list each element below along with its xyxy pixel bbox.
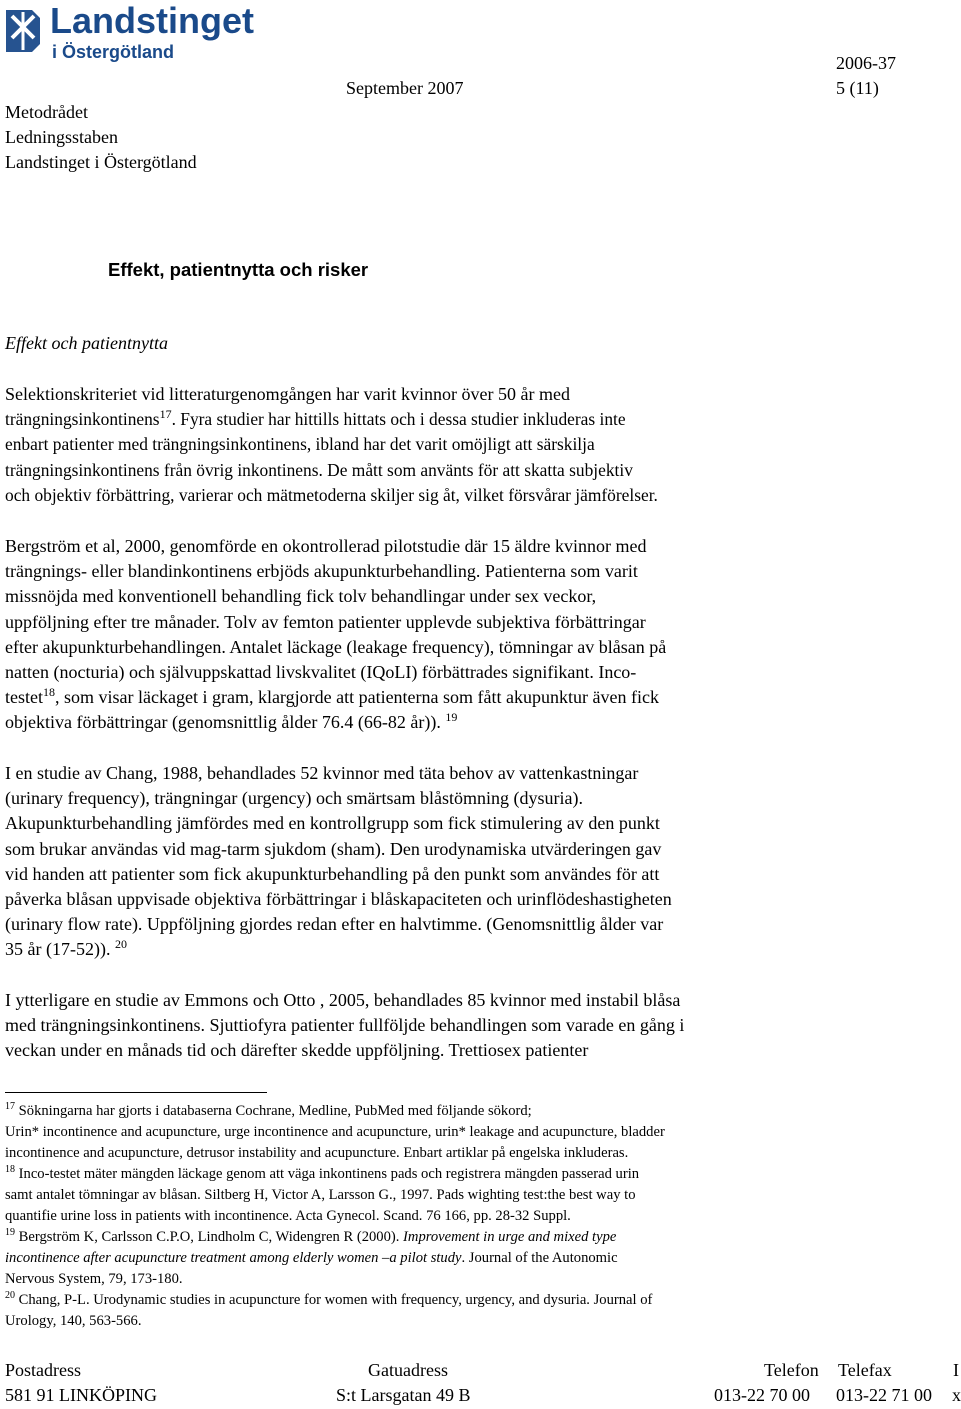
org-line-2: Ledningsstaben: [5, 127, 118, 147]
paragraph-2: [5, 534, 945, 736]
paragraph-1: [5, 382, 945, 508]
footer-postadress-value: 581 91 LINKÖPING: [5, 1385, 157, 1405]
footnote-line: Nervous System, 79, 173-180.: [5, 1271, 183, 1287]
text-line: Bergström et al, 2000, genomförde en okontrollerad pilotstudie där 15 äldre kvinnor med: [5, 536, 647, 556]
footer-telefax-value: 013-22 71 00: [836, 1385, 932, 1405]
text-span: objektiva förbättringar (genomsnittlig ålder 76.4 (66-82 år)).: [5, 712, 441, 733]
text-span-italic: Improvement in urge and mixed type: [403, 1229, 617, 1245]
footnote-number: 19: [5, 1227, 15, 1238]
footnote-ref-20: 20: [114, 937, 127, 952]
footnote-ref-17: 17: [159, 407, 172, 422]
text-span: Sökningarna har gjorts i databaserna Cochrane, Medline, PubMed med följande sökord;: [18, 1103, 532, 1119]
text-span: Bergström K, Carlsson C.P.O, Lindholm C, Widengren R (2000).: [18, 1229, 400, 1245]
text-line: Selektionskriteriet vid litteraturgenomgången har varit kvinnor över 50 år med: [5, 384, 571, 404]
header-date: September 2007: [346, 78, 464, 98]
footnote-line: incontinence and acupuncture, detrusor instability and acupuncture. Enbart artiklar på engelska inkluderas.: [5, 1145, 629, 1161]
text-line: och objektiv förbättring, varierar och mätmetoderna skiljer sig åt, vilket försvårar jämförelser.: [5, 484, 658, 505]
text-line: [5, 710, 945, 735]
footnote-line: Urology, 140, 563-566.: [5, 1313, 142, 1329]
footnote-line: [5, 1248, 945, 1269]
footer-cut-value: x: [952, 1385, 961, 1405]
text-span: 35 år (17-52)).: [5, 939, 111, 960]
footnote-line: [5, 1290, 945, 1311]
footer-gatuadress-value: S:t Larsgatan 49 B: [336, 1385, 471, 1405]
text-line: med trängningsinkontinens. Sjuttiofyra patienter fullföljde behandlingen som varade en gång i: [5, 1015, 685, 1036]
text-line: (urinary flow rate). Uppföljning gjordes redan efter en halvtimme. (Genomsnittlig ålder var: [5, 914, 664, 935]
text-line: [5, 937, 945, 962]
subheading: Effekt och patientnytta: [5, 333, 168, 353]
text-line: I en studie av Chang, 1988, behandlades 52 kvinnor med täta behov av vattenkastningar: [5, 763, 639, 783]
text-span: Chang, P-L. Urodynamic studies in acupuncture for women with frequency, urgency, and dysuria. Journal of: [18, 1292, 653, 1308]
organization-block: [5, 100, 197, 175]
landstinget-logo: [4, 0, 284, 70]
footnote-20: [5, 1290, 945, 1332]
footnote-ref-19: 19: [445, 710, 458, 725]
text-span: . Journal of the Autonomic: [461, 1250, 618, 1266]
text-line: natten (nocturia) och självuppskattad livskvalitet (IQoLI) förbättrades signifikant. Inco-: [5, 662, 637, 683]
text-span: Inco-testet mäter mängden läckage genom att väga inkontinens pads och registrera mängden passerad urin: [18, 1166, 640, 1182]
paragraph-3: [5, 761, 945, 963]
header-page-number: 5 (11): [836, 78, 879, 98]
footnote-line: [5, 1164, 945, 1185]
text-span: , som visar läckaget i gram, klargjorde att patienterna som fått akupunktur även fick: [55, 687, 659, 708]
footnote-line: [5, 1227, 945, 1248]
text-line: missnöjda med konventionell behandling fick tolv behandlingar under sex veckor,: [5, 586, 597, 607]
footnote-divider: [5, 1092, 267, 1093]
footnote-ref-18: 18: [43, 685, 55, 700]
text-line: trängningsinkontinens från övrig inkontinens. De mått som använts för att skatta subjektiv: [5, 459, 633, 480]
text-line: påverka blåsan uppvisade objektiva förbättringar i blåskapaciteten och urinflödeshastigheten: [5, 889, 672, 910]
footer-telefon-label: Telefon: [764, 1360, 819, 1380]
footer-postadress-label: Postadress: [5, 1360, 81, 1380]
text-span: trängningsinkontinens: [5, 409, 160, 430]
text-line: Akupunkturbehandling jämfördes med en kontrollgrupp som fick stimulering av den punkt: [5, 813, 660, 834]
footnote-line: [5, 1101, 945, 1122]
footer-telefon-value: 013-22 70 00: [714, 1385, 810, 1405]
paragraph-4: [5, 988, 945, 1064]
logo-text-main: Landstinget: [50, 0, 254, 41]
footnote-19: [5, 1227, 945, 1290]
footnote-17: [5, 1101, 945, 1164]
text-span: . Fyra studier har hittills hittats och i dessa studier inkluderas inte: [171, 409, 626, 430]
footnote-number: 20: [5, 1290, 15, 1301]
org-line-3: Landstinget i Östergötland: [5, 152, 197, 172]
text-line: [5, 685, 945, 710]
footnote-number: 17: [5, 1101, 15, 1112]
logo-text-sub: i Östergötland: [52, 42, 175, 62]
footer-gatuadress-label: Gatuadress: [368, 1360, 448, 1380]
text-line: uppföljning efter tre månader. Tolv av femton patienter upplevde subjektiva förbättringar: [5, 611, 646, 632]
text-line: [5, 407, 945, 432]
text-span-italic: incontinence after acupuncture treatment among elderly women –a pilot study: [5, 1250, 462, 1266]
text-line: enbart patienter med trängningsinkontinens, ibland har det varit omöjligt att särskilja: [5, 434, 595, 455]
footnote-18: [5, 1164, 945, 1227]
text-line: veckan under en månads tid och därefter skedde uppföljning. Trettiosex patienter: [5, 1040, 589, 1061]
text-line: efter akupunkturbehandlingen. Antalet läckage (leakage frequency), tömningar av blåsan på: [5, 636, 667, 657]
text-line: vid handen att patienter som fick akupunkturbehandling på den punkt som användes för att: [5, 863, 660, 884]
text-line: som brukar användas vid mag-tarm sjukdom (sham). Den urodynamiska utvärderingen gav: [5, 838, 662, 859]
footnote-line: quantifie urine loss in patients with incontinence. Acta Gynecol. Scand. 76 166, pp. 28-32 Suppl.: [5, 1208, 571, 1224]
org-line-1: Metodrådet: [5, 102, 88, 122]
text-line: I ytterligare en studie av Emmons och Otto , 2005, behandlades 85 kvinnor med instabil blåsa: [5, 990, 681, 1010]
footnote-number: 18: [5, 1164, 15, 1175]
footnote-line: Urin* incontinence and acupuncture, urge incontinence and acupuncture, urin* leakage and acupuncture, bladder: [5, 1124, 665, 1140]
footnote-line: samt antalet tömningar av blåsan. Siltberg H, Victor A, Larsson G., 1997. Pads wighting test:the best way to: [5, 1187, 636, 1203]
text-line: (urinary frequency), trängningar (urgency) och smärtsam blåstömning (dysuria).: [5, 788, 583, 809]
section-title: Effekt, patientnytta och risker: [108, 259, 369, 280]
footer-telefax-label: Telefax: [838, 1360, 892, 1380]
text-span: testet: [5, 687, 43, 708]
footer-cut-label: I: [953, 1360, 959, 1380]
text-line: trängnings- eller blandinkontinens erbjöds akupunkturbehandling. Patienterna som varit: [5, 561, 638, 582]
header-doc-number: 2006-37: [836, 53, 896, 73]
